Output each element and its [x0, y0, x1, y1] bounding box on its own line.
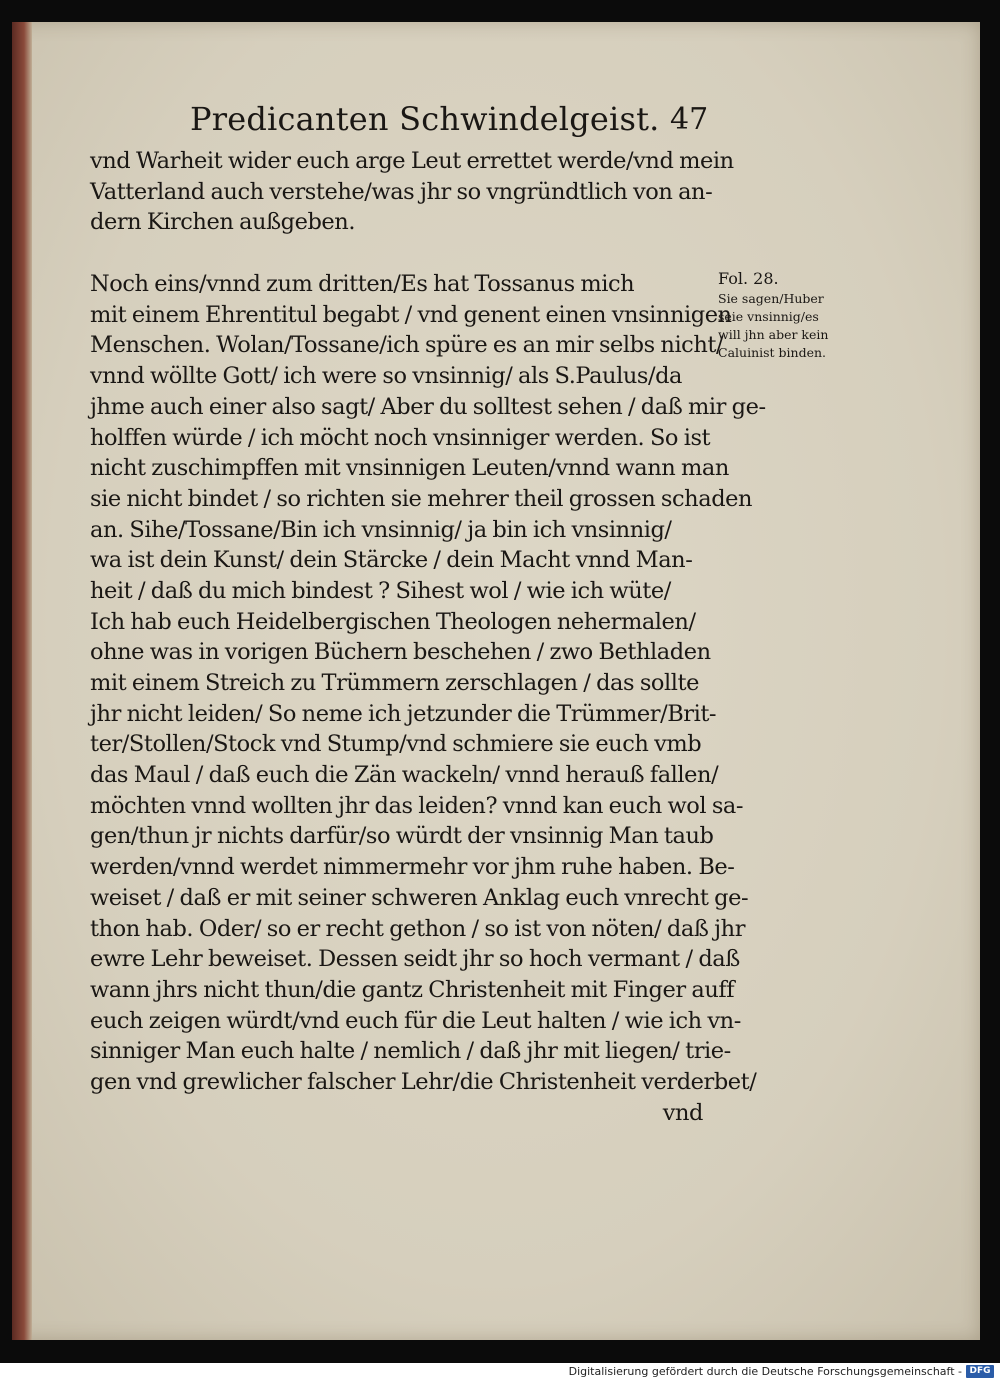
catchword: vnd [662, 1099, 703, 1126]
text-line: Vatterland auch verstehe/was jhr so vngründtlich von an- [90, 178, 713, 205]
text-line: ohne was in vorigen Büchern beschehen / zwo Bethladen [90, 639, 711, 666]
text-line: vnd Warheit wider euch arge Leut errettet werde/vnd mein [90, 148, 734, 174]
footer-bar [0, 1363, 1000, 1381]
text-line: sie nicht bindet / so richten sie mehrer theil grossen schaden [90, 485, 753, 512]
text-line: jhme auch einer also sagt/ Aber du solltest sehen / daß mir ge- [90, 393, 766, 420]
running-head [190, 100, 710, 142]
text-line: mit einem Streich zu Trümmern zerschlagen / das sollte [90, 670, 699, 696]
margin-note [718, 268, 878, 362]
margin-note-line: Sie sagen/Huber [718, 291, 824, 306]
text-line: gen vnd grewlicher falscher Lehr/die Christenheit verderbet/ [90, 1068, 757, 1095]
text-line: gen/thun jr nichts darfür/so würdt der vnsinnig Man taub [90, 823, 714, 850]
text-line: ter/Stollen/Stock vnd Stump/vnd schmiere sie euch vmb [90, 731, 702, 758]
text-line: vnnd wöllte Gott/ ich were so vnsinnig/ als S.Paulus/da [90, 363, 683, 390]
margin-note-line: Caluinist binden. [718, 345, 826, 360]
page-number: 47 [670, 102, 709, 137]
text-line: jhr nicht leiden/ So neme ich jetzunder die Trümmer/Brit- [90, 700, 717, 727]
text-line: möchten vnnd wollten jhr das leiden? vnnd kan euch wol sa- [90, 792, 744, 819]
text-line: nicht zuschimpffen mit vnsinnigen Leuten/vnnd wann man [90, 455, 729, 482]
text-line: wa ist dein Kunst/ dein Stärcke / dein Macht vnnd Man- [90, 547, 693, 574]
text-line: wann jhrs nicht thun/die gantz Christenheit mit Finger auff [90, 976, 735, 1003]
text-line: das Maul / daß euch die Zän wackeln/ vnnd herauß fallen/ [90, 762, 719, 789]
text-line: an. Sihe/Tossane/Bin ich vnsinnig/ ja bin ich vnsinnig/ [90, 516, 672, 543]
dfg-logo: DFG [966, 1365, 994, 1378]
text-line: werden/vnnd werdet nimmermehr vor jhm ruhe haben. Be- [90, 854, 735, 881]
margin-note-line: seie vnsinnig/es [718, 309, 819, 324]
funding-credit: Digitalisierung gefördert durch die Deutsche Forschungsgemeinschaft - [568, 1365, 962, 1378]
text-line: sinniger Man euch halte / nemlich / daß jhr mit liegen/ trie- [90, 1038, 731, 1065]
running-title: Predicanten Schwindelgeist. [190, 100, 660, 138]
margin-note-line: Fol. 28. [718, 269, 779, 288]
text-line: euch zeigen würdt/vnd euch für die Leut halten / wie ich vn- [90, 1007, 741, 1034]
text-line: Noch eins/vnnd zum dritten/Es hat Tossanus mich [90, 271, 635, 298]
book-spine-edge [12, 22, 32, 1340]
text-line: holffen würde / ich möcht noch vnsinniger werden. So ist [90, 424, 711, 451]
text-line: ewre Lehr beweiset. Dessen seidt jhr so hoch vermant / daß [90, 946, 740, 973]
text-line: dern Kirchen außgeben. [90, 209, 356, 236]
text-line: Menschen. Wolan/Tossane/ich spüre es an mir selbs nicht/ [90, 332, 724, 359]
text-line: weiset / daß er mit seiner schweren Anklag euch vnrecht ge- [90, 884, 749, 911]
text-line: Ich hab euch Heidelbergischen Theologen nehermalen/ [90, 608, 696, 635]
margin-note-line: will jhn aber kein [718, 327, 829, 342]
text-line: mit einem Ehrentitul begabt / vnd genent einen vnsinnigen [90, 301, 732, 328]
paragraph-gap [90, 238, 715, 269]
text-line: thon hab. Oder/ so er recht gethon / so ist von nöten/ daß jhr [90, 915, 746, 942]
text-line: heit / daß du mich bindest ? Sihest wol / wie ich wüte/ [90, 577, 671, 604]
